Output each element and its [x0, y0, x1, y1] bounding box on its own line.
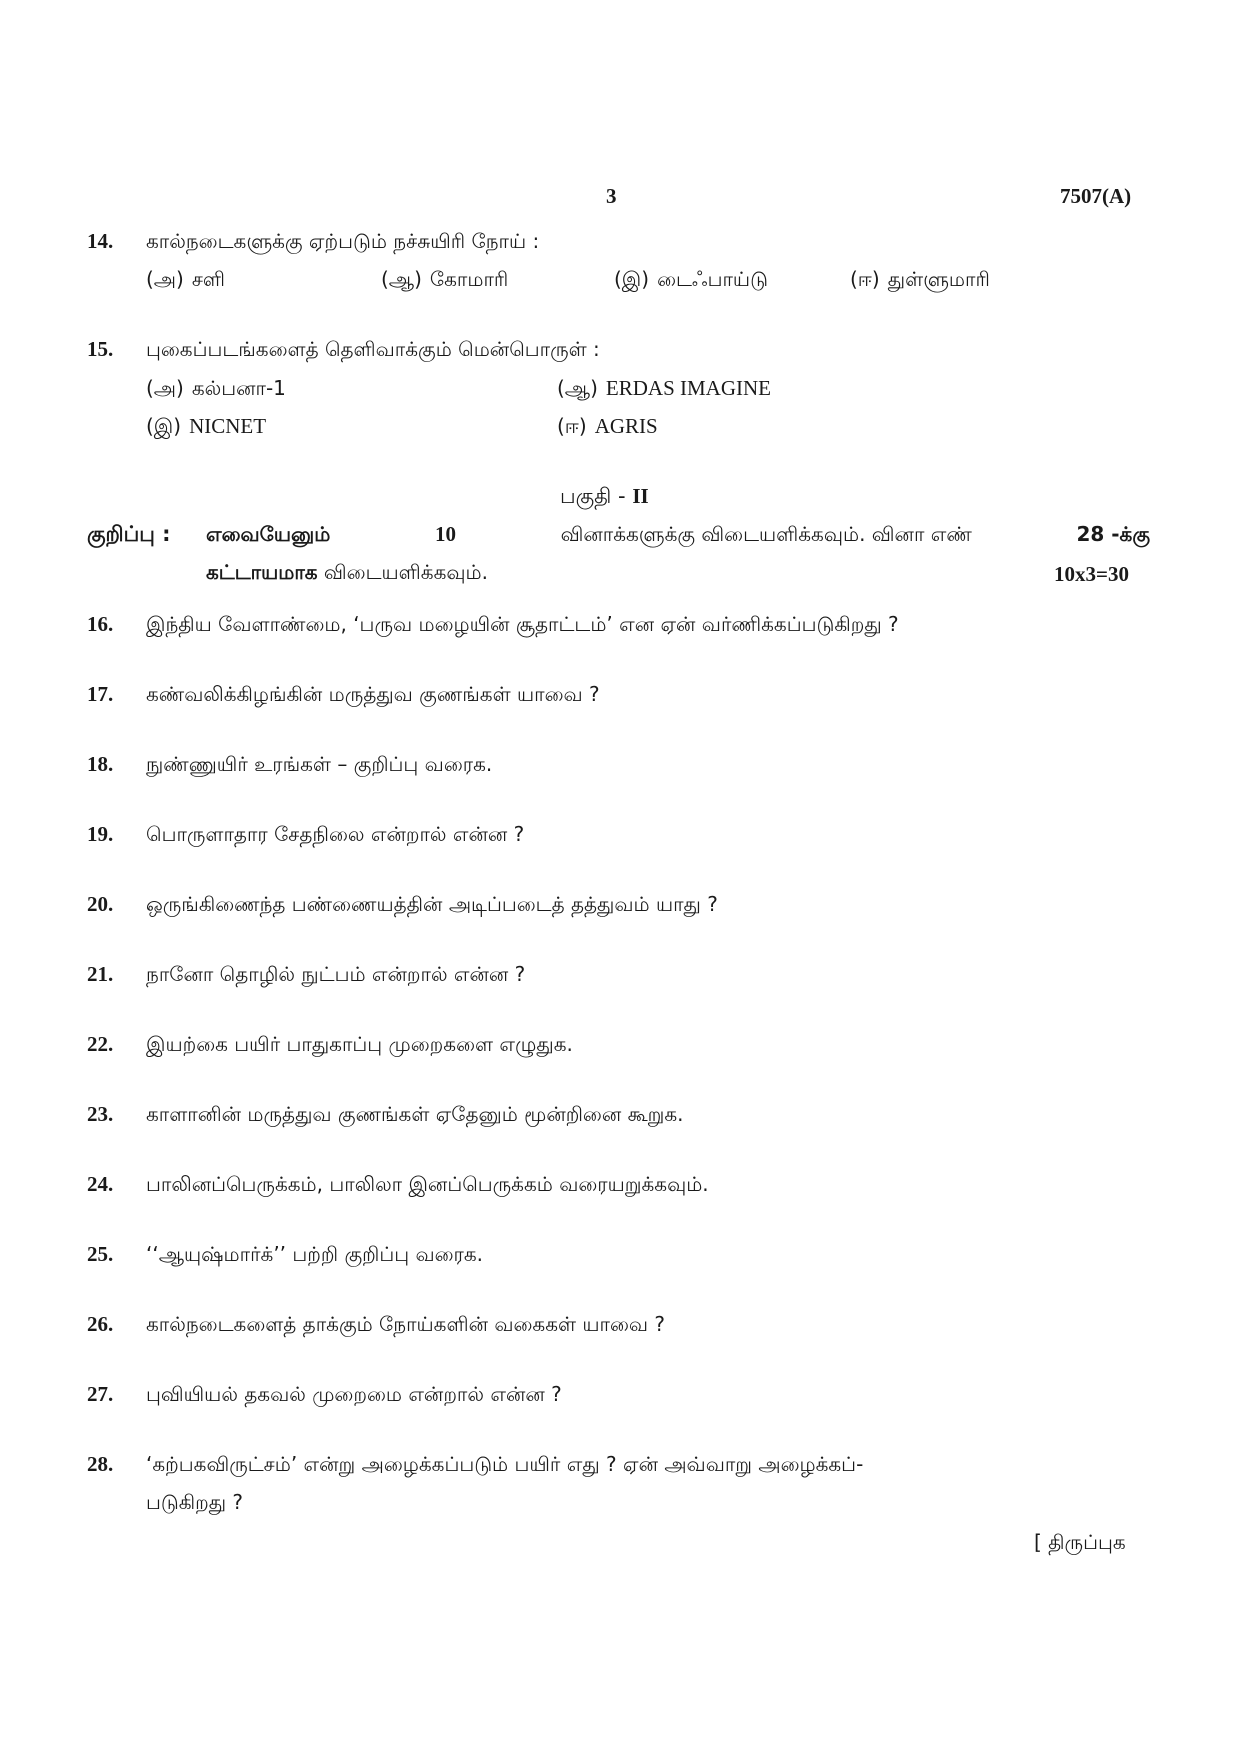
- question-number: 20.: [87, 892, 114, 916]
- option-text: NICNET: [189, 414, 267, 438]
- question-number: 19.: [87, 822, 114, 846]
- question-number: 14.: [87, 229, 114, 253]
- option-text: டைஃபாய்டு: [657, 267, 768, 291]
- question-text: கண்வலிக்கிழங்கின் மருத்துவ குணங்கள் யாவை ?: [146, 682, 600, 706]
- section-title-numeral: II: [632, 484, 649, 508]
- question-text: கால்நடைகளைத் தாக்கும் நோய்களின் வகைகள் யாவை ?: [146, 1312, 666, 1336]
- option-text: கல்பனா-1: [191, 376, 286, 400]
- note-label: குறிப்பு :: [87, 522, 171, 546]
- option-label: (ஈ): [850, 267, 880, 291]
- question-text-continued: படுகிறது ?: [146, 1490, 244, 1514]
- turn-over-note: [ திருப்புக: [1034, 1530, 1126, 1554]
- question-text: இயற்கை பயிர் பாதுகாப்பு முறைகளை எழுதுக.: [146, 1032, 573, 1056]
- option-text: கோமாரி: [429, 267, 509, 291]
- note-emphasis: கட்டாயமாக: [206, 560, 318, 584]
- option-a: [146, 267, 225, 294]
- question-number: 24.: [87, 1172, 114, 1196]
- paper-code: 7507(A): [1060, 184, 1132, 208]
- option-b: [381, 267, 508, 294]
- question-text: பாலினப்பெருக்கம், பாலிலா இனப்பெருக்கம் வரையறுக்கவும்.: [146, 1172, 709, 1196]
- note-line-2: [206, 560, 488, 587]
- question-number: 16.: [87, 612, 114, 636]
- section-title: [560, 484, 649, 511]
- question-text: ‘‘ஆயுஷ்மார்க்’’ பற்றி குறிப்பு வரைக.: [146, 1242, 483, 1266]
- note-count: 10: [434, 522, 456, 546]
- question-number: 17.: [87, 682, 114, 706]
- question-number: 25.: [87, 1242, 114, 1266]
- section-title-prefix: பகுதி -: [560, 484, 633, 508]
- question-text: கால்நடைகளுக்கு ஏற்படும் நச்சுயிரி நோய் :: [146, 229, 540, 253]
- question-text: பொருளாதார சேதநிலை என்றால் என்ன ?: [146, 822, 525, 846]
- note-line-1: [206, 522, 1150, 549]
- question-text: புவியியல் தகவல் முறைமை என்றால் என்ன ?: [146, 1382, 562, 1406]
- question-number: 15.: [87, 337, 114, 361]
- option-label: (ஆ): [381, 267, 422, 291]
- note-text: வினாக்களுக்கு விடையளிக்கவும். வினா எண்: [560, 522, 972, 546]
- option-text: AGRIS: [594, 414, 658, 438]
- option-label: (அ): [146, 376, 184, 400]
- option-d: [850, 267, 990, 294]
- note-emphasis: எவையேனும்: [206, 522, 331, 546]
- question-text: ஒருங்கிணைந்த பண்ணையத்தின் அடிப்படைத் தத்துவம் யாது ?: [146, 892, 718, 916]
- option-text: சளி: [191, 267, 226, 291]
- question-number: 27.: [87, 1382, 114, 1406]
- marks-total: 10x3=30: [1054, 562, 1129, 586]
- question-text: நானோ தொழில் நுட்பம் என்றால் என்ன ?: [146, 962, 526, 986]
- option-label: (இ): [614, 267, 650, 291]
- note-text: விடையளிக்கவும்.: [323, 560, 488, 584]
- option-label: (ஈ): [557, 414, 587, 438]
- option-text: ERDAS IMAGINE: [605, 376, 771, 400]
- option-label: (ஆ): [557, 376, 598, 400]
- question-number: 26.: [87, 1312, 114, 1336]
- question-text: காளானின் மருத்துவ குணங்கள் ஏதேனும் மூன்றினை கூறுக.: [146, 1102, 684, 1126]
- option-text: துள்ளுமாரி: [887, 267, 990, 291]
- option-a: [146, 376, 286, 403]
- question-number: 28.: [87, 1452, 114, 1476]
- question-text: நுண்ணுயிர் உரங்கள் – குறிப்பு வரைக.: [146, 752, 493, 776]
- option-b: [557, 376, 771, 403]
- question-number: 22.: [87, 1032, 114, 1056]
- option-d: [557, 414, 658, 441]
- option-label: (அ): [146, 267, 184, 291]
- option-c: [614, 267, 768, 294]
- option-label: (இ): [146, 414, 182, 438]
- note-compulsory-question: 28 -க்கு: [1076, 522, 1150, 546]
- page-number: 3: [606, 184, 617, 208]
- question-number: 18.: [87, 752, 114, 776]
- option-c: [146, 414, 266, 441]
- question-number: 23.: [87, 1102, 114, 1126]
- question-number: 21.: [87, 962, 114, 986]
- question-text: ‘கற்பகவிருட்சம்’ என்று அழைக்கப்படும் பயிர் எது ? ஏன் அவ்வாறு அழைக்கப்-: [146, 1452, 864, 1476]
- question-text: புகைப்படங்களைத் தெளிவாக்கும் மென்பொருள் :: [146, 337, 600, 361]
- question-text: இந்திய வேளாண்மை, ‘பருவ மழையின் சூதாட்டம்’ என ஏன் வர்ணிக்கப்படுகிறது ?: [146, 612, 899, 636]
